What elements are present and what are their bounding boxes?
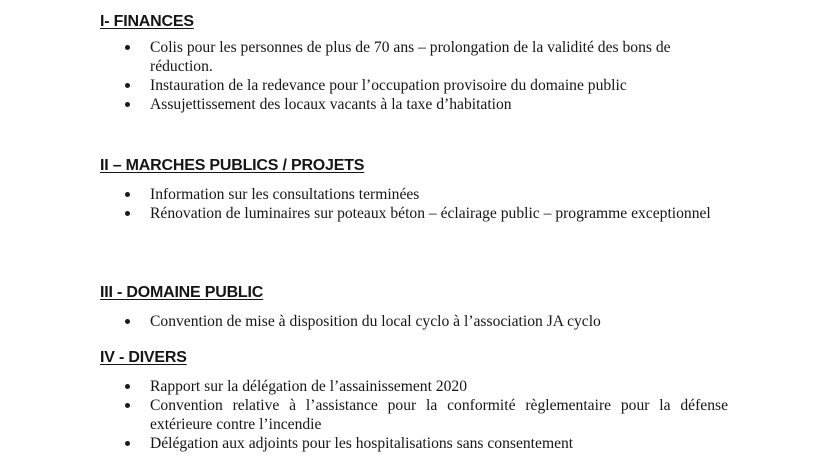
bullet-icon (125, 403, 130, 408)
bullet-icon (125, 45, 130, 50)
section-finances (100, 13, 740, 114)
list-item (100, 396, 728, 434)
item-list-divers (100, 377, 740, 453)
bullet-icon (125, 211, 130, 216)
list-item-text: Rapport sur la délégation de l’assainissement 2020 (150, 378, 467, 395)
section-heading-finances: I- FINANCES (100, 13, 194, 30)
list-item-text: Convention de mise à disposition du local cyclo à l’association JA cyclo (150, 313, 601, 330)
bullet-icon (125, 319, 130, 324)
list-item (100, 76, 728, 95)
section-domaine-public (100, 284, 740, 331)
list-item-text: Instauration de la redevance pour l’occupation provisoire du domaine public (150, 77, 627, 94)
bullet-icon (125, 441, 130, 446)
section-heading-divers: IV - DIVERS (100, 349, 187, 366)
list-item-text: Assujettissement des locaux vacants à la taxe d’habitation (150, 96, 512, 113)
bullet-icon (125, 384, 130, 389)
item-list-domaine-public (100, 312, 740, 331)
section-heading-marches-publics: II – MARCHES PUBLICS / PROJETS (100, 157, 365, 174)
list-item (100, 185, 728, 204)
bullet-icon (125, 102, 130, 107)
list-item-text: Convention relative à l’assistance pour la conformité règlementaire pour la défense extérieure contre l’incendie (150, 397, 728, 433)
list-item (100, 312, 728, 331)
bullet-icon (125, 83, 130, 88)
section-marches-publics (100, 157, 740, 223)
item-list-finances (100, 38, 740, 114)
list-item-text: Délégation aux adjoints pour les hospitalisations sans consentement (150, 435, 574, 452)
item-list-marches-publics (100, 185, 740, 223)
list-item-text: Information sur les consultations terminées (150, 186, 420, 203)
list-item (100, 434, 728, 453)
list-item-text: Rénovation de luminaires sur poteaux béton – éclairage public – programme exceptionnel (150, 205, 711, 222)
list-item (100, 38, 728, 76)
list-item (100, 204, 728, 223)
list-item (100, 377, 728, 396)
list-item-text: Colis pour les personnes de plus de 70 ans – prolongation de la validité des bons de réduction. (150, 39, 671, 75)
section-heading-domaine-public: III - DOMAINE PUBLIC (100, 284, 264, 301)
list-item (100, 95, 728, 114)
bullet-icon (125, 192, 130, 197)
section-divers (100, 349, 740, 453)
